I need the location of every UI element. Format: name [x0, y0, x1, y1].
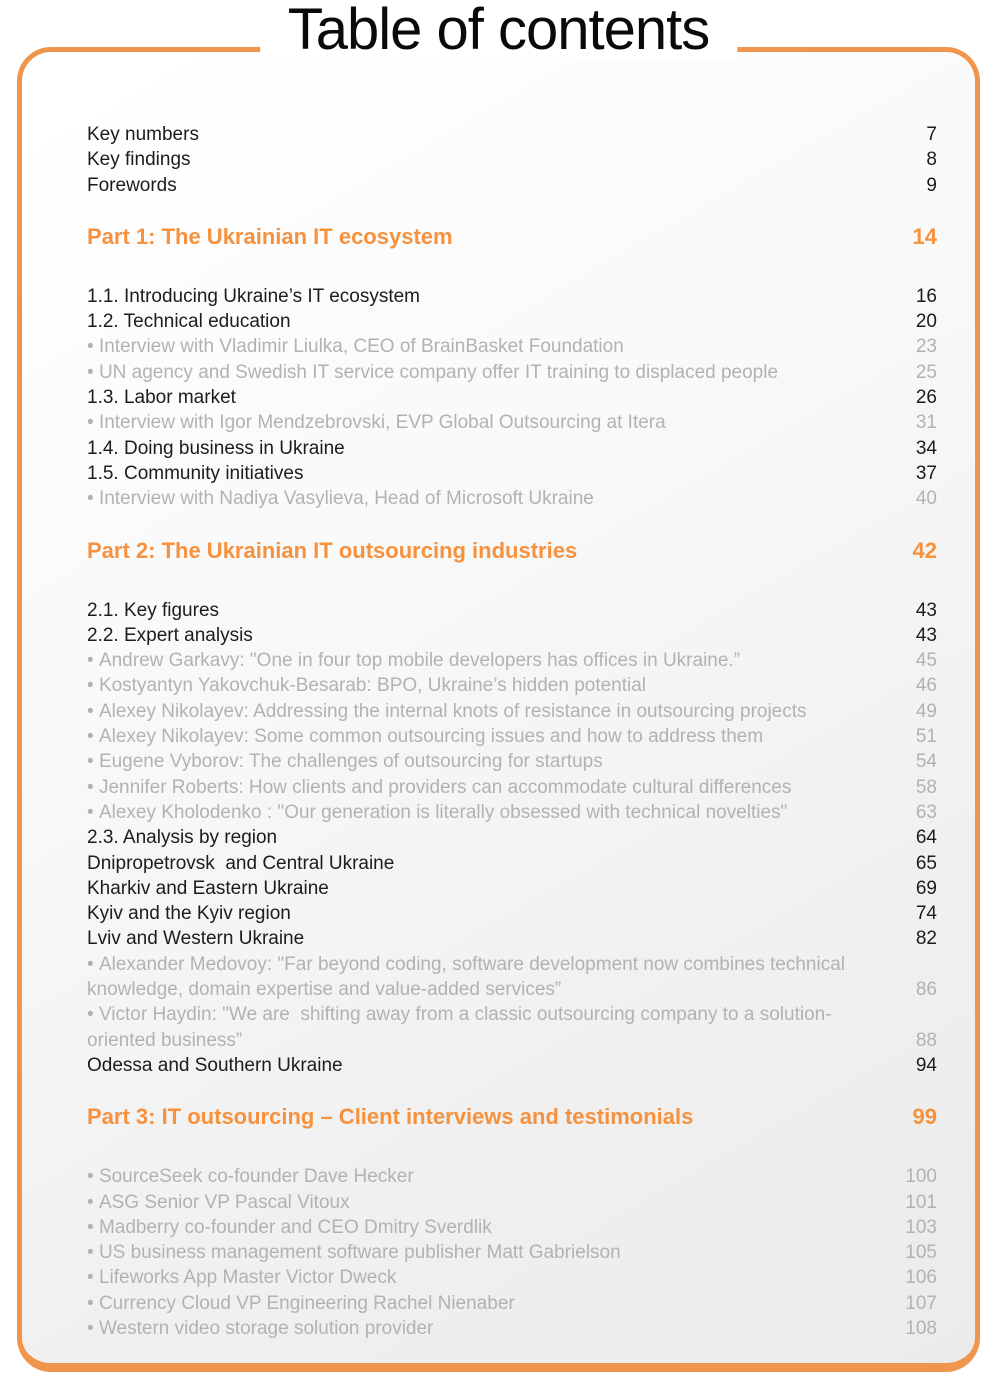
toc-entry-page: 43: [915, 624, 937, 646]
toc-entry-label: • Madberry co-founder and CEO Dmitry Sverdlik: [87, 1215, 895, 1240]
toc-entry: [87, 876, 937, 901]
toc-entry-page: 69: [915, 877, 937, 899]
toc-content: [22, 52, 975, 1363]
toc-entry-label: Forewords: [87, 174, 177, 196]
toc-entry: [87, 1265, 937, 1290]
toc-entry: [87, 309, 937, 334]
toc-entry-page: 9: [926, 174, 937, 196]
toc-entry-label: • SourceSeek co-founder Dave Hecker: [87, 1164, 895, 1189]
toc-entry-label: • Kostyantyn Yakovchuk-Besarab: BPO, Ukraine’s hidden potential: [87, 673, 895, 698]
toc-entry-page: 82: [915, 928, 937, 950]
toc-entry-label: Key findings: [87, 149, 191, 171]
toc-entry-page: 107: [905, 1292, 937, 1314]
toc-entry-label: Key numbers: [87, 124, 199, 145]
toc-entry-page: 25: [915, 361, 937, 383]
toc-entry-label: 1.1. Introducing Ukraine’s IT ecosystem: [87, 285, 421, 307]
toc-entry-page: 108: [905, 1317, 937, 1339]
toc-entry-label: • Currency Cloud VP Engineering Rachel Nienaber: [87, 1291, 895, 1316]
toc-section: [87, 222, 937, 512]
toc-entry-page: 26: [915, 387, 937, 409]
toc-entry-label: • UN agency and Swedish IT service company offer IT training to displaced people: [87, 360, 895, 385]
toc-entry-page: 106: [905, 1267, 937, 1289]
toc-entry-label: 2.1. Key figures: [87, 599, 220, 621]
toc-section: [87, 122, 937, 198]
toc-entry: [87, 800, 937, 825]
toc-part-heading: [87, 536, 937, 566]
toc-entry: [87, 173, 937, 198]
toc-entry-label: • Victor Haydin: "We are shifting away from a classic outsourcing company to a solution-oriented business”: [87, 1002, 895, 1053]
toc-entry-page: 45: [915, 650, 937, 672]
toc-entry: [87, 825, 937, 850]
toc-entry: [87, 1002, 937, 1053]
toc-entry-label: Kyiv and the Kyiv region: [87, 903, 291, 925]
toc-entry-label: 2.3. Analysis by region: [87, 827, 278, 849]
toc-entry-label: • Western video storage solution provider: [87, 1316, 895, 1341]
toc-entry-page: 63: [915, 801, 937, 823]
toc-entry: [87, 360, 937, 385]
toc-entry-page: 105: [905, 1242, 937, 1264]
toc-entry: [87, 724, 937, 749]
toc-part-heading: [87, 222, 937, 252]
toc-entry-label: 1.5. Community initiatives: [87, 462, 304, 484]
toc-entry-page: 88: [915, 1029, 937, 1051]
toc-entry-label: • Interview with Nadiya Vasylieva, Head of Microsoft Ukraine: [87, 486, 895, 511]
toc-entry-page: 23: [915, 336, 937, 358]
toc-entry: [87, 385, 937, 410]
toc-entry-label: • Interview with Vladimir Liulka, CEO of BrainBasket Foundation: [87, 334, 895, 359]
toc-entry: [87, 1164, 937, 1189]
toc-entry-label: • US business management software publisher Matt Gabrielson: [87, 1240, 895, 1265]
toc-entry-page: 34: [915, 437, 937, 459]
toc-part-heading-label: Part 1: The Ukrainian IT ecosystem: [87, 223, 453, 249]
toc-entry: [87, 673, 937, 698]
toc-entry-page: 31: [915, 412, 937, 434]
toc-entry: [87, 1291, 937, 1316]
toc-part-heading-page: 14: [912, 223, 937, 249]
toc-entry-page: 54: [915, 751, 937, 773]
toc-entry-label: • Lifeworks App Master Victor Dweck: [87, 1265, 895, 1290]
toc-entry: [87, 851, 937, 876]
toc-entry-label: • Andrew Garkavy: "One in four top mobile developers has offices in Ukraine.”: [87, 648, 895, 673]
toc-entry: [87, 410, 937, 435]
toc-entry: [87, 147, 937, 172]
toc-entry: [87, 436, 937, 461]
toc-entry: [87, 598, 937, 623]
toc-entry-page: 43: [915, 599, 937, 621]
toc-entry-page: 86: [915, 979, 937, 1001]
toc-part-heading-page: 99: [912, 1104, 937, 1130]
toc-entry: [87, 1316, 937, 1341]
toc-entry-page: 101: [905, 1191, 937, 1213]
toc-part-heading-page: 42: [912, 537, 937, 563]
toc-entry-page: 49: [915, 700, 937, 722]
toc-entry-label: Lviv and Western Ukraine: [87, 928, 305, 950]
toc-entry-page: 7: [926, 124, 937, 145]
toc-entry-label: • Alexey Kholodenko : "Our generation is literally obsessed with technical novelties": [87, 800, 895, 825]
toc-entry-page: 40: [915, 488, 937, 510]
toc-entry: [87, 623, 937, 648]
toc-entry-label: • Alexey Nikolayev: Addressing the internal knots of resistance in outsourcing projects: [87, 699, 895, 724]
toc-entry: [87, 1053, 937, 1078]
toc-entry-label: 1.2. Technical education: [87, 311, 291, 333]
toc-entry-page: 74: [915, 903, 937, 925]
toc-section: [87, 1102, 937, 1341]
toc-entry-label: • Jennifer Roberts: How clients and providers can accommodate cultural differences: [87, 775, 895, 800]
toc-entry: [87, 749, 937, 774]
toc-entry-page: 8: [926, 149, 937, 171]
toc-entry-label: • Interview with Igor Mendzebrovski, EVP Global Outsourcing at Itera: [87, 410, 895, 435]
toc-entry: [87, 486, 937, 511]
toc-entry: [87, 901, 937, 926]
toc-entry-page: 16: [915, 285, 937, 307]
toc-entry-label: Dnipropetrovsk and Central Ukraine: [87, 852, 395, 874]
toc-entry: [87, 952, 937, 1003]
toc-entry: [87, 122, 937, 147]
toc-entry-page: 20: [915, 311, 937, 333]
toc-entry: [87, 926, 937, 951]
toc-entry-label: • Alexander Medovoy: "Far beyond coding, software development now combines technical knowledge, domain expertise and value-added services”: [87, 952, 895, 1003]
toc-part-heading: [87, 1102, 937, 1132]
page-title: Table of contents: [260, 0, 738, 62]
toc-part-heading-label: Part 2: The Ukrainian IT outsourcing industries: [87, 537, 578, 563]
toc-entry-page: 51: [915, 726, 937, 748]
toc-entry: [87, 334, 937, 359]
toc-entry: [87, 648, 937, 673]
toc-entry-label: • Eugene Vyborov: The challenges of outsourcing for startups: [87, 749, 895, 774]
toc-entry: [87, 284, 937, 309]
toc-entry-label: • ASG Senior VP Pascal Vitoux: [87, 1190, 895, 1215]
toc-entry-page: 65: [915, 852, 937, 874]
toc-entry-label: Odessa and Southern Ukraine: [87, 1054, 343, 1076]
toc-entry-page: 94: [915, 1054, 937, 1076]
toc-entry: [87, 461, 937, 486]
toc-entry-page: 64: [915, 827, 937, 849]
toc-entry-label: 1.3. Labor market: [87, 387, 236, 409]
toc-entry-page: 46: [915, 675, 937, 697]
toc-entry: [87, 1190, 937, 1215]
toc-entry: [87, 1215, 937, 1240]
toc-entry-label: 2.2. Expert analysis: [87, 624, 253, 646]
toc-entry-label: • Alexey Nikolayev: Some common outsourcing issues and how to address them: [87, 724, 895, 749]
toc-entry-page: 103: [905, 1216, 937, 1238]
toc-box: [17, 47, 980, 1372]
toc-entry: [87, 775, 937, 800]
toc-entry-page: 100: [905, 1166, 937, 1188]
toc-part-heading-label: Part 3: IT outsourcing – Client interviews and testimonials: [87, 1104, 694, 1130]
toc-entry: [87, 1240, 937, 1265]
toc-entry-page: 37: [915, 462, 937, 484]
toc-section: [87, 536, 937, 1079]
toc-entry-label: 1.4. Doing business in Ukraine: [87, 437, 345, 459]
toc-entry: [87, 699, 937, 724]
toc-entry-label: Kharkiv and Eastern Ukraine: [87, 877, 329, 899]
toc-entry-page: 58: [915, 776, 937, 798]
